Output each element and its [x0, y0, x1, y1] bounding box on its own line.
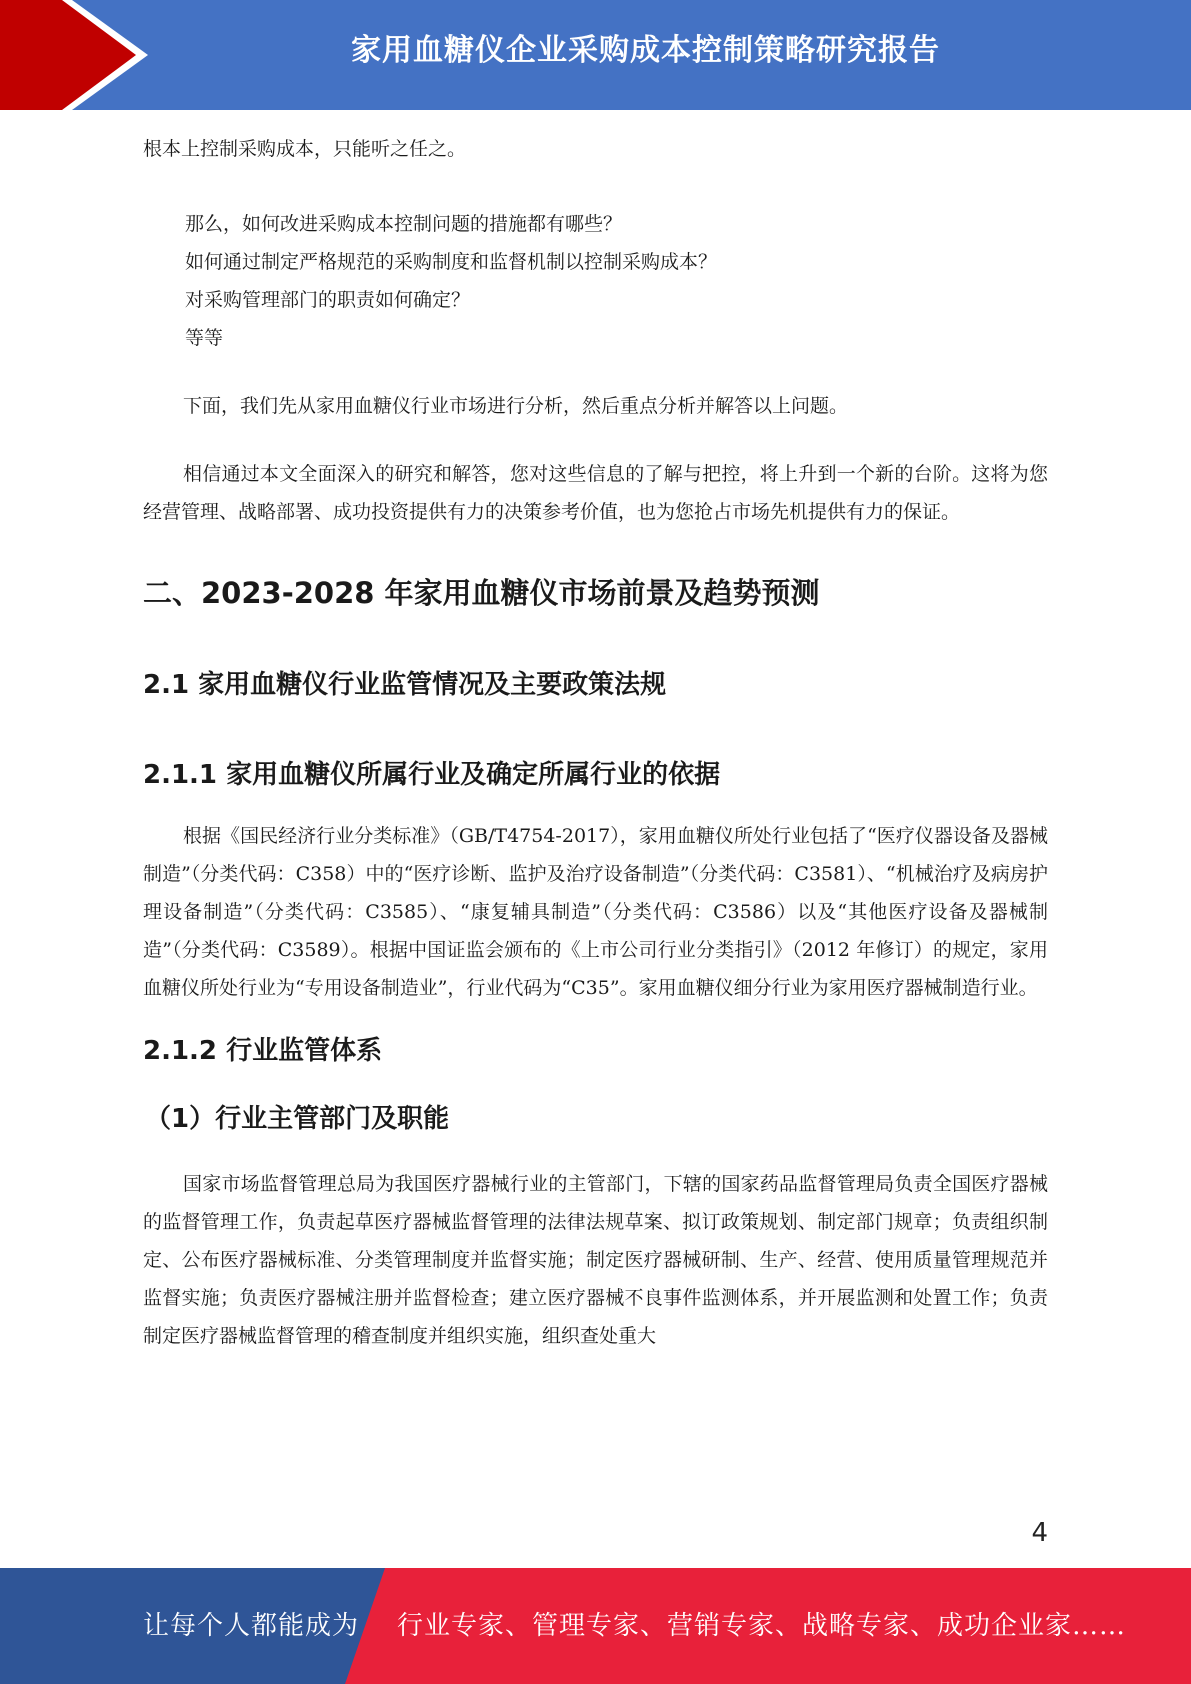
page-header	[0, 0, 1191, 110]
subsection-1-heading: （1）行业主管部门及职能	[145, 1104, 450, 1134]
subsection-1-paragraph: 国家市场监督管理总局为我国医疗器械行业的主管部门，下辖的国家药品监督管理局负责全国医疗器械的监督管理工作，负责起草医疗器械监督管理的法律法规草案、拟订政策规划、制定部门规章；负责组织制定、公布医疗器械标准、分类管理制度并监督实施；制定医疗器械研制、生产、经营、使用质量管理规范并监督实施；负责医疗器械注册并监督检查；建立医疗器械不良事件监测体系，并开展监测和处置工作；负责制定医疗器械监督管理的稽查制度并组织实施，组织查处重大	[143, 1173, 1048, 1347]
section-2-1-heading: 2.1 家用血糖仪行业监管情况及主要政策法规	[143, 670, 667, 700]
question-item: 那么，如何改进采购成本控制问题的措施都有哪些？	[185, 213, 623, 235]
page-number: 4	[1031, 1518, 1048, 1548]
question-item: 对采购管理部门的职责如何确定？	[185, 289, 471, 311]
footer-slogan-left: 让每个人都能成为	[143, 1611, 360, 1641]
section-2-1-1-paragraph: 根据《国民经济行业分类标准》（GB/T4754-2017），家用血糖仪所处行业包括了“医疗仪器设备及器械制造”（分类代码：C358）中的“医疗诊断、监护及治疗设备制造”（分类代码：C3581）、“机械治疗及病房护理设备制造”（分类代码：C3585）、“康复辅具制造”（分类代码：C3586）以及“其他医疗设备及器械制造”（分类代码：C3589）。根据中国证监会颁布的《上市公司行业分类指引》（2012 年修订）的规定，家用血糖仪所处行业为“专用设备制造业”，行业代码为“C35”。家用血糖仪细分行业为家用医疗器械制造行业。	[143, 825, 1048, 999]
question-list	[143, 205, 1048, 357]
intro-paragraph-3: 相信通过本文全面深入的研究和解答，您对这些信息的了解与把控，将上升到一个新的台阶。这将为您经营管理、战略部署、成功投资提供有力的决策参考价值，也为您抢占市场先机提供有力的保证。	[143, 463, 1048, 523]
section-2-1-1-heading: 2.1.1 家用血糖仪所属行业及确定所属行业的依据	[143, 760, 721, 790]
intro-paragraph-2: 下面，我们先从家用血糖仪行业市场进行分析，然后重点分析并解答以上问题。	[183, 395, 849, 417]
page-footer	[0, 1568, 1191, 1684]
report-title: 家用血糖仪企业采购成本控制策略研究报告	[351, 33, 940, 68]
footer-slogan-right: 行业专家、管理专家、营销专家、战略专家、成功企业家……	[397, 1611, 1127, 1641]
question-item: 等等	[185, 327, 224, 349]
question-item: 如何通过制定严格规范的采购制度和监督机制以控制采购成本？	[185, 251, 718, 273]
intro-line: 根本上控制采购成本，只能听之任之。	[143, 138, 467, 160]
page-content	[143, 130, 1048, 1355]
section-2-1-2-heading: 2.1.2 行业监管体系	[143, 1036, 383, 1066]
header-ribbon-graphic	[0, 0, 160, 110]
section-2-heading: 二、2023-2028 年家用血糖仪市场前景及趋势预测	[143, 576, 820, 610]
